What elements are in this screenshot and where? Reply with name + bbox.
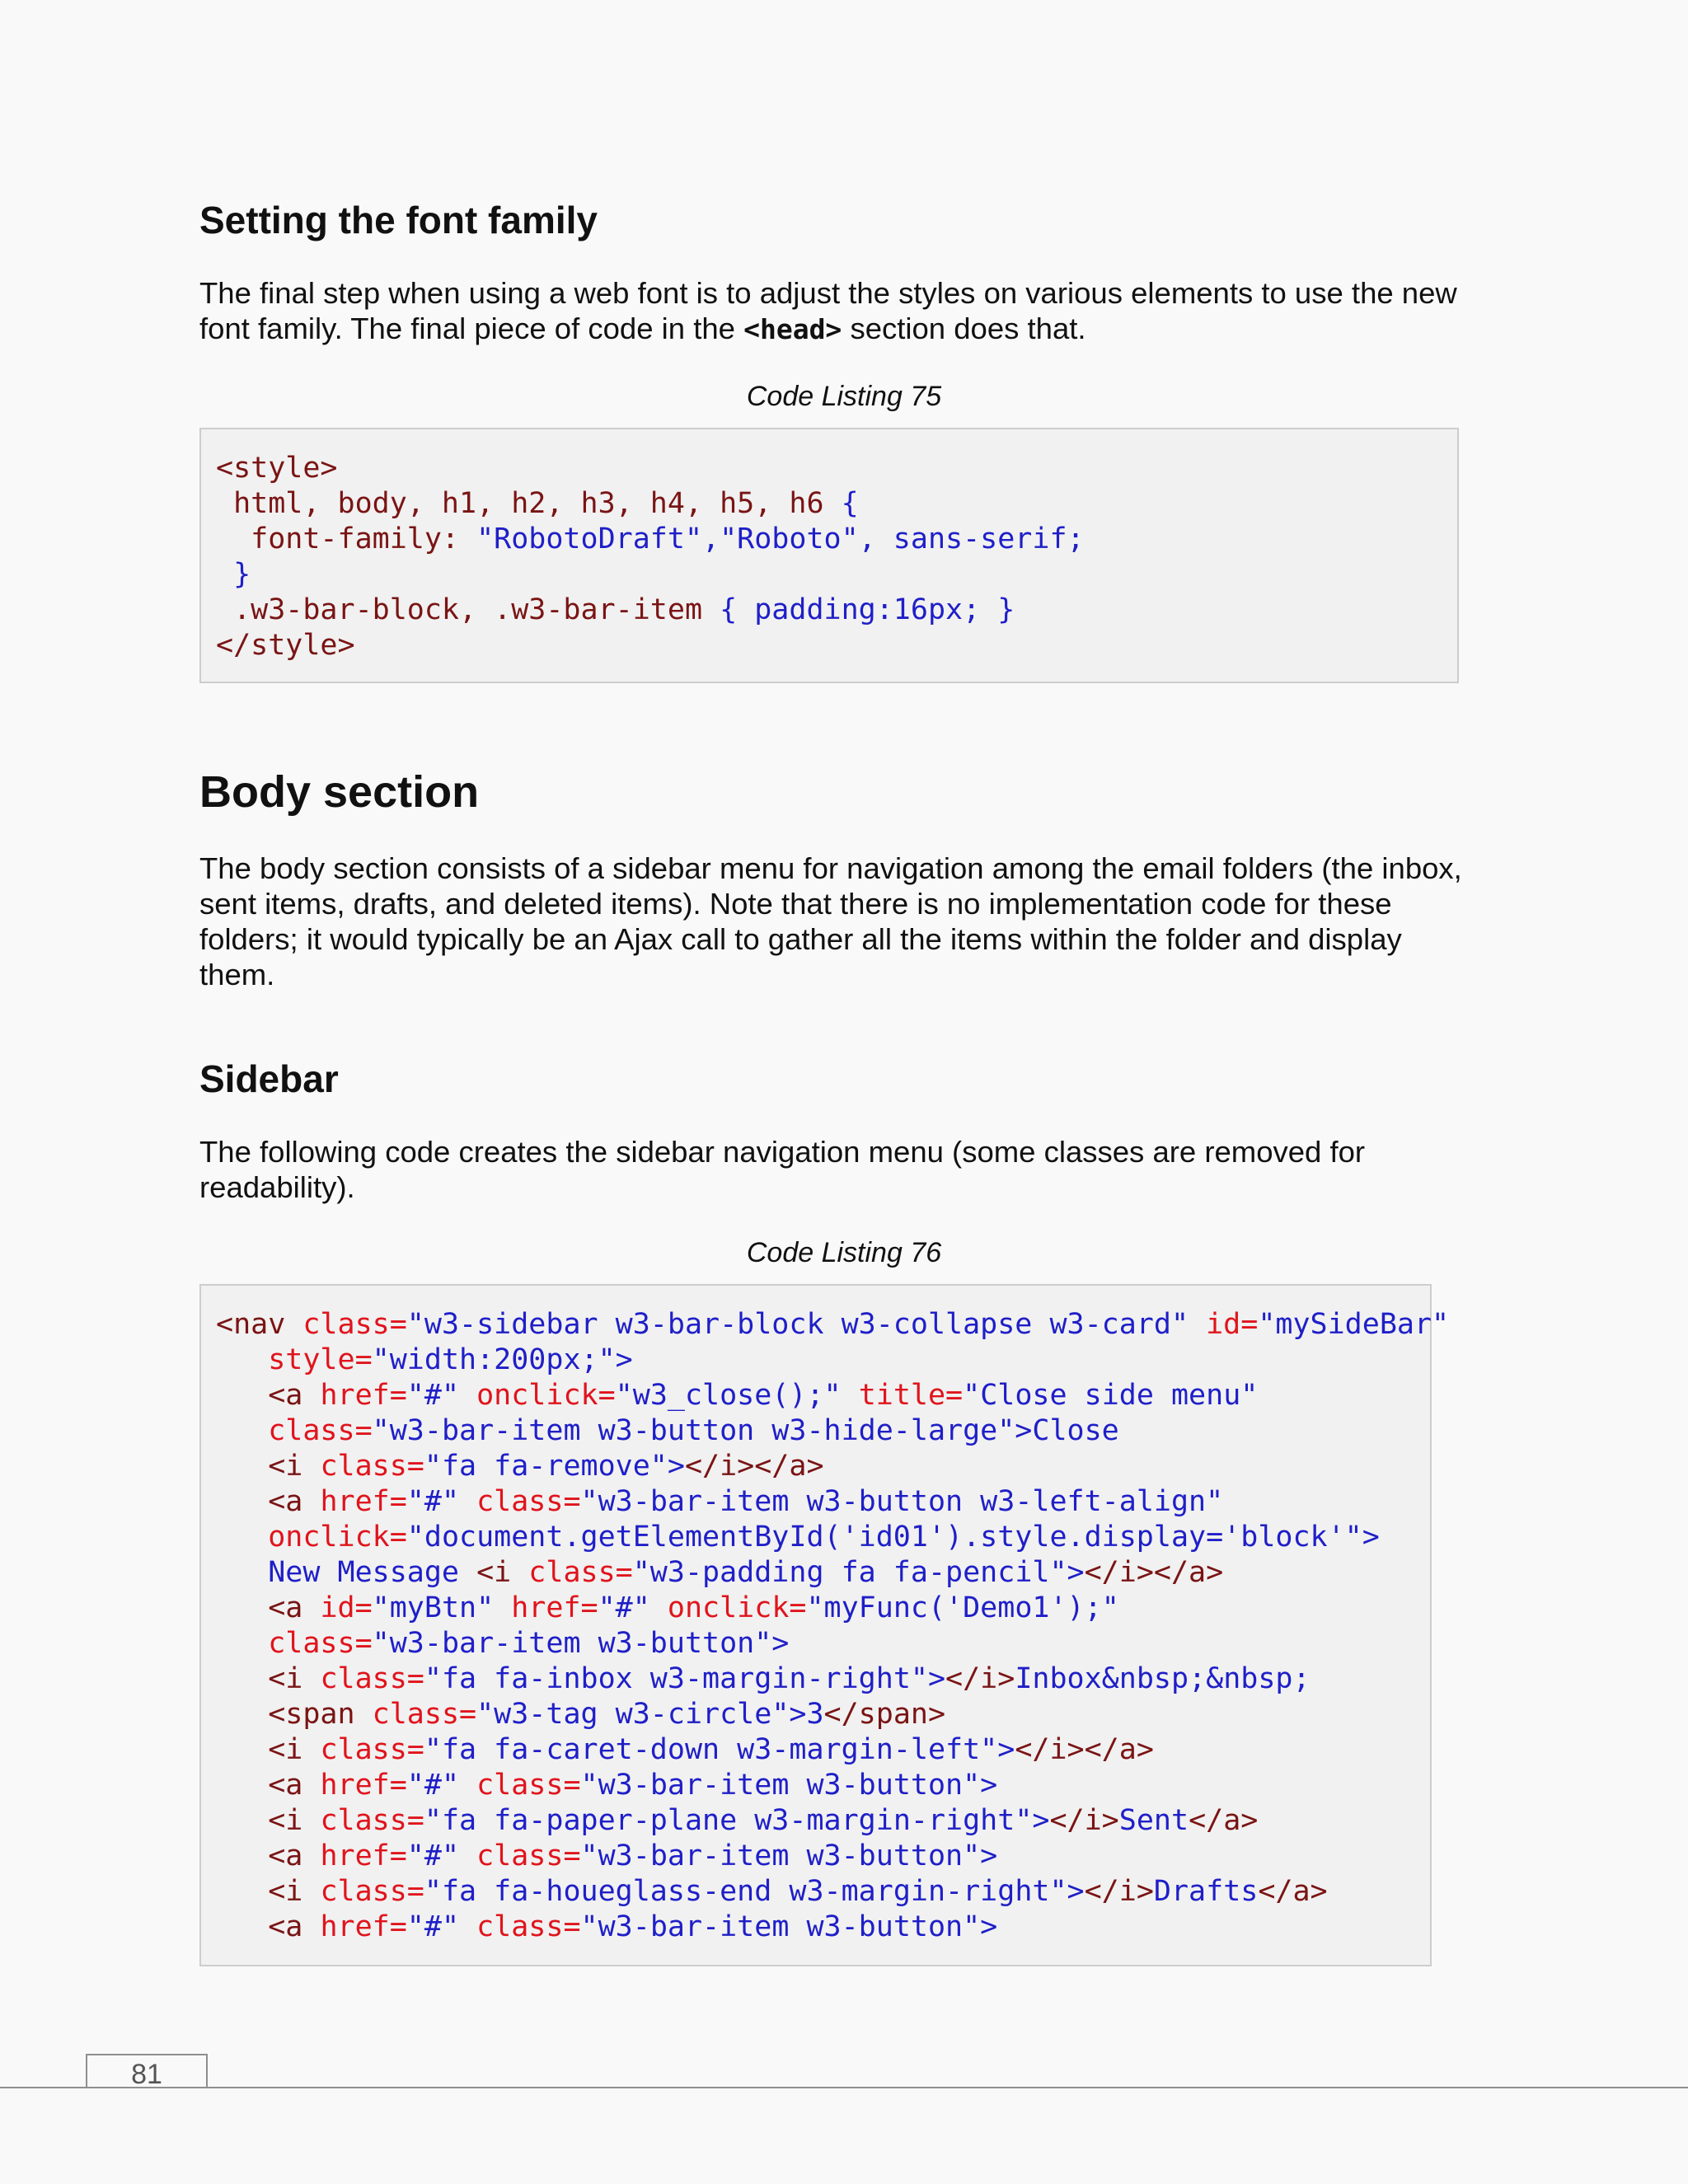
code-token: class=	[320, 1733, 424, 1766]
code-token: "#"	[406, 1379, 477, 1412]
code-token: "myBtn"	[372, 1591, 512, 1624]
code-token: class=	[476, 1485, 581, 1518]
code-token: <a	[216, 1769, 321, 1802]
code-token: href=	[320, 1910, 407, 1943]
code-line	[216, 1555, 1430, 1591]
code-token: id=	[1206, 1308, 1259, 1341]
code-token	[216, 1521, 268, 1554]
code-token: href=	[511, 1591, 598, 1624]
code-token: "mySideBar"	[1258, 1308, 1450, 1341]
paragraph-line: The body section consists of a sidebar menu for navigation among the email folders (the inbox,	[199, 851, 1462, 885]
code-token: </i>	[1084, 1875, 1154, 1908]
code-line	[216, 1874, 1430, 1910]
code-token: <a	[216, 1910, 321, 1943]
paragraph-line: readability).	[199, 1170, 355, 1204]
code-token: onclick=	[476, 1379, 616, 1412]
code-token: "fa fa-remove">	[424, 1450, 685, 1483]
code-token: "w3-tag w3-circle">3	[476, 1698, 824, 1731]
code-token: title=	[858, 1379, 964, 1412]
sidebar-paragraph	[199, 1134, 1485, 1205]
code-token: href=	[320, 1840, 407, 1872]
code-token: class=	[320, 1450, 424, 1483]
section-heading-body: Body section	[199, 767, 480, 817]
code-token: New Message	[216, 1556, 477, 1589]
code-token: </style>	[216, 629, 355, 662]
paragraph-line: them.	[199, 958, 275, 991]
code-token: "fa fa-paper-plane w3-margin-right">	[424, 1804, 1050, 1837]
code-token: <a	[216, 1485, 321, 1518]
code-token: <style>	[216, 452, 338, 485]
code-line	[216, 1484, 1430, 1520]
code-line	[216, 1697, 1430, 1732]
code-token: "myFunc('Demo1');"	[806, 1591, 1119, 1624]
code-line	[216, 628, 1457, 663]
paragraph-line: The final step when using a web font is to adjust the styles on various elements to use the new	[199, 276, 1457, 310]
code-token: "w3-bar-item w3-button">	[580, 1910, 998, 1943]
code-token: </i>	[1049, 1804, 1119, 1837]
code-token: }	[216, 558, 251, 591]
code-token: "fa fa-houeglass-end w3-margin-right">	[424, 1875, 1085, 1908]
code-token: <i	[216, 1733, 321, 1766]
code-token: "w3-sidebar w3-bar-block w3-collapse w3-card"	[406, 1308, 1207, 1341]
code-token: "w3-bar-item w3-button">	[372, 1627, 790, 1660]
paragraph-line	[199, 311, 1485, 347]
code-line	[216, 1910, 1430, 1945]
code-line	[216, 1413, 1430, 1449]
code-token: "fa fa-caret-down w3-margin-left">	[424, 1733, 1015, 1766]
code-token: </a>	[1258, 1875, 1328, 1908]
page-number: 81	[86, 2054, 208, 2087]
paragraph-line: sent items, drafts, and deleted items). Note that there is no implementation code for these	[199, 887, 1392, 921]
code-token: "RobotoDraft","Roboto", sans-serif;	[476, 523, 1085, 555]
code-token: </i></a>	[1084, 1556, 1224, 1589]
code-token: "#"	[406, 1910, 477, 1943]
code-line	[216, 1378, 1430, 1413]
code-token: onclick=	[268, 1521, 407, 1554]
code-token: Sent	[1118, 1804, 1189, 1837]
code-token: "fa fa-inbox w3-margin-right">	[424, 1662, 946, 1695]
code-token: html, body, h1, h2, h3, h4, h5, h6	[216, 487, 842, 520]
code-listing-75	[199, 428, 1459, 683]
code-token: <i	[216, 1804, 321, 1837]
code-line	[216, 1626, 1430, 1661]
code-token: class=	[476, 1910, 581, 1943]
code-line	[216, 1732, 1430, 1768]
code-token: "w3-bar-item w3-button w3-left-align"	[580, 1485, 1224, 1518]
footer-rule	[0, 2087, 1688, 2088]
paragraph-line: folders; it would typically be an Ajax call to gather all the items within the folder and display	[199, 922, 1402, 956]
code-token: "#"	[406, 1840, 477, 1872]
code-token: {	[841, 487, 859, 520]
code-token: href=	[320, 1379, 407, 1412]
code-token: class=	[320, 1662, 424, 1695]
code-listing-76	[199, 1284, 1450, 1966]
code-token: "w3-padding fa fa-pencil">	[632, 1556, 1085, 1589]
code-line	[216, 1449, 1430, 1484]
code-token: class=	[476, 1769, 581, 1802]
code-token: "#"	[406, 1485, 477, 1518]
code-token: class=	[302, 1308, 407, 1341]
code-token: </span>	[823, 1698, 946, 1731]
code-line	[216, 486, 1457, 522]
code-token: .w3-bar-block, .w3-bar-item	[216, 593, 720, 626]
code-token: "document.getElementById('id01').style.display='block'">	[406, 1521, 1380, 1554]
code-token: href=	[320, 1769, 407, 1802]
code-token: "width:200px;">	[372, 1343, 633, 1376]
code-token: <i	[216, 1662, 321, 1695]
code-token: <a	[216, 1840, 321, 1872]
code-token: Drafts	[1153, 1875, 1259, 1908]
code-token: <nav	[216, 1308, 303, 1341]
code-token: <a	[216, 1379, 321, 1412]
code-token: Inbox&nbsp;&nbsp;	[1015, 1662, 1311, 1695]
code-listing-caption-75: Code Listing 75	[746, 381, 942, 412]
code-token: { padding:16px; }	[720, 593, 1015, 626]
code-line	[216, 1307, 1450, 1343]
paragraph-line: The following code creates the sidebar navigation menu (some classes are removed for	[199, 1135, 1366, 1169]
code-line	[216, 1661, 1430, 1697]
code-token: onclick=	[667, 1591, 807, 1624]
code-token: <i	[476, 1556, 529, 1589]
code-line	[216, 1591, 1430, 1626]
code-token: </i>	[945, 1662, 1015, 1695]
code-token	[216, 1414, 268, 1447]
code-line	[216, 451, 1457, 486]
code-token: <span	[216, 1698, 373, 1731]
code-token: "w3_close();"	[615, 1379, 859, 1412]
code-line	[216, 522, 1457, 557]
code-line	[216, 1803, 1430, 1839]
code-line	[216, 1839, 1430, 1874]
code-token: class=	[268, 1627, 373, 1660]
paragraph-text: section does that.	[842, 312, 1086, 345]
code-listing-caption-76: Code Listing 76	[746, 1237, 942, 1268]
code-token	[216, 1343, 268, 1376]
code-token: class=	[528, 1556, 633, 1589]
code-token: "Close side menu"	[963, 1379, 1259, 1412]
code-token: "w3-bar-item w3-button w3-hide-large">Close	[372, 1414, 1119, 1447]
paragraph-text: font family. The final piece of code in the	[199, 312, 744, 345]
inline-code-head: <head>	[743, 313, 842, 345]
code-token: font-family:	[216, 523, 477, 555]
code-line	[216, 1343, 1430, 1378]
code-token: <i	[216, 1450, 321, 1483]
code-line	[216, 1520, 1430, 1555]
body-section-paragraph	[199, 851, 1485, 992]
code-token: <i	[216, 1875, 321, 1908]
code-token: style=	[268, 1343, 373, 1376]
code-line	[216, 557, 1457, 593]
code-token: class=	[320, 1804, 424, 1837]
code-token: "#"	[598, 1591, 668, 1624]
section-heading-font-family: Setting the font family	[199, 199, 598, 241]
code-line	[216, 1768, 1430, 1803]
code-token: href=	[320, 1485, 407, 1518]
code-line	[216, 593, 1457, 628]
code-token: class=	[320, 1875, 424, 1908]
code-token: </i></a>	[1015, 1733, 1154, 1766]
code-token: "w3-bar-item w3-button">	[580, 1840, 998, 1872]
code-token: </i></a>	[684, 1450, 824, 1483]
code-token: </a>	[1189, 1804, 1259, 1837]
section-heading-sidebar: Sidebar	[199, 1057, 339, 1100]
code-token: id=	[320, 1591, 373, 1624]
code-token: class=	[476, 1840, 581, 1872]
code-token: "#"	[406, 1769, 477, 1802]
code-token	[216, 1627, 268, 1660]
code-token: <a	[216, 1591, 321, 1624]
font-family-paragraph	[199, 275, 1485, 347]
code-token: class=	[372, 1698, 477, 1731]
code-token: class=	[268, 1414, 373, 1447]
code-token: "w3-bar-item w3-button">	[580, 1769, 998, 1802]
